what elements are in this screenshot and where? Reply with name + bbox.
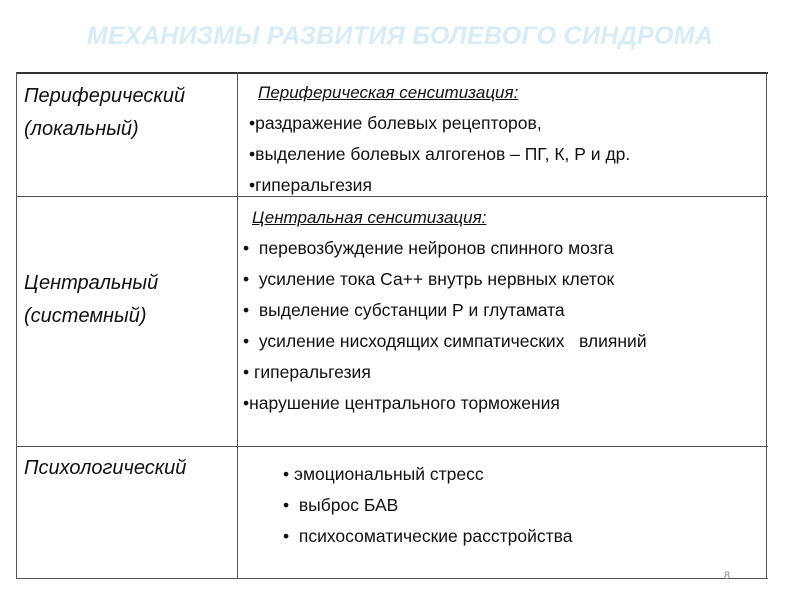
slide-title: МЕХАНИЗМЫ РАЗВИТИЯ БОЛЕВОГО СИНДРОМА [86, 22, 714, 50]
table-column-divider [237, 72, 238, 579]
list-item [243, 326, 647, 357]
list-item [243, 264, 647, 295]
list-item-text: усиление нисходящих симпатических влияний [258, 331, 647, 351]
section-heading-central: Центральная сенситизация: [252, 208, 487, 227]
row-label-line: Периферический [24, 85, 186, 107]
bullet: • [283, 495, 290, 515]
row-label-central [24, 267, 158, 333]
list-item-text: психосоматические расстройства [298, 526, 573, 546]
section-heading-colon: : [513, 83, 519, 102]
list-item [283, 459, 572, 490]
list-item-text: гиперальгезия [254, 362, 371, 382]
list-item-text: выброс БАВ [298, 495, 399, 515]
list-item [243, 295, 647, 326]
list-item-text: эмоциональный стресс [294, 464, 484, 484]
list-item-text: нарушение центрального торможения [249, 393, 560, 413]
page-number: 8 [724, 570, 731, 582]
list-item [249, 108, 630, 139]
bullet: • [243, 393, 250, 413]
row-label-psychological [24, 452, 186, 485]
list-peripheral [249, 108, 630, 201]
section-heading-peripheral [258, 83, 518, 103]
list-item-text: усиление тока Са++ внутрь нервных клеток [258, 269, 615, 289]
table-row-divider [16, 446, 768, 447]
list-item-text: выделение болевых алгогенов – ПГ, К, Р и др. [255, 144, 631, 164]
bullet: • [243, 362, 250, 382]
bullet: • [283, 464, 290, 484]
list-item-text: перевозбуждение нейронов спинного мозга [258, 238, 614, 258]
list-central [243, 233, 647, 419]
bullet: • [249, 144, 256, 164]
section-heading-text: Периферическая сенситизация [258, 83, 514, 102]
bullet: • [243, 269, 250, 289]
list-item [243, 233, 647, 264]
list-item [283, 521, 572, 552]
list-item-text: выделение субстанции Р и глутамата [258, 300, 565, 320]
list-item [249, 170, 630, 201]
bullet: • [243, 300, 250, 320]
row-label-peripheral [24, 80, 185, 146]
list-item [243, 388, 647, 419]
row-label-line: (локальный) [24, 118, 139, 140]
list-item-text: раздражение болевых рецепторов, [255, 113, 542, 133]
row-label-line: (системный) [24, 305, 147, 327]
bullet: • [243, 331, 250, 351]
table-border-top [16, 72, 768, 74]
bullet: • [249, 175, 256, 195]
table-border-bottom [16, 578, 768, 579]
bullet: • [283, 526, 290, 546]
list-psychological [283, 459, 572, 552]
list-item [283, 490, 572, 521]
table-border-left [16, 72, 17, 579]
list-item [243, 357, 647, 388]
row-label-line: Психологический [24, 457, 187, 479]
list-item [249, 139, 630, 170]
table-border-right [766, 72, 767, 579]
bullet: • [243, 238, 250, 258]
row-label-line: Центральный [24, 272, 159, 294]
bullet: • [249, 113, 256, 133]
list-item-text: гиперальгезия [255, 175, 372, 195]
